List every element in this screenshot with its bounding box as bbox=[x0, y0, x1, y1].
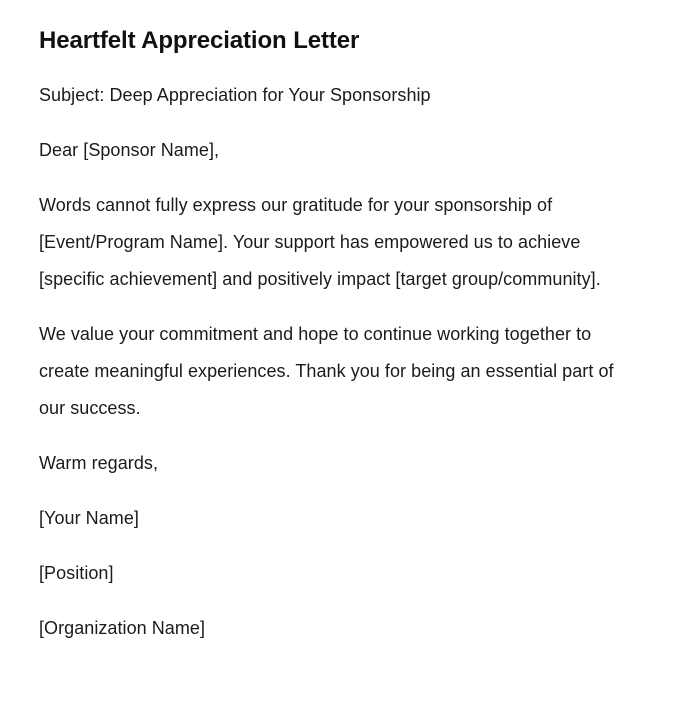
letter-body bbox=[39, 77, 634, 647]
subject-line: Subject: Deep Appreciation for Your Sponsorship bbox=[39, 85, 431, 105]
signature-name: [Your Name] bbox=[39, 508, 139, 528]
signature-organization: [Organization Name] bbox=[39, 618, 206, 638]
salutation: Dear [Sponsor Name], bbox=[39, 140, 220, 160]
page-title: Heartfelt Appreciation Letter bbox=[39, 27, 360, 54]
body-paragraph-2: We value your commitment and hope to continue working together to create meaningful experiences. Thank you for being an essential part of our success. bbox=[39, 324, 614, 418]
body-paragraph-1: Words cannot fully express our gratitude for your sponsorship of [Event/Program Name]. Your support has empowered us to achieve [specific achievement] and positively impact [target group/community]. bbox=[39, 195, 601, 289]
closing: Warm regards, bbox=[39, 453, 159, 473]
signature-position: [Position] bbox=[39, 563, 114, 583]
